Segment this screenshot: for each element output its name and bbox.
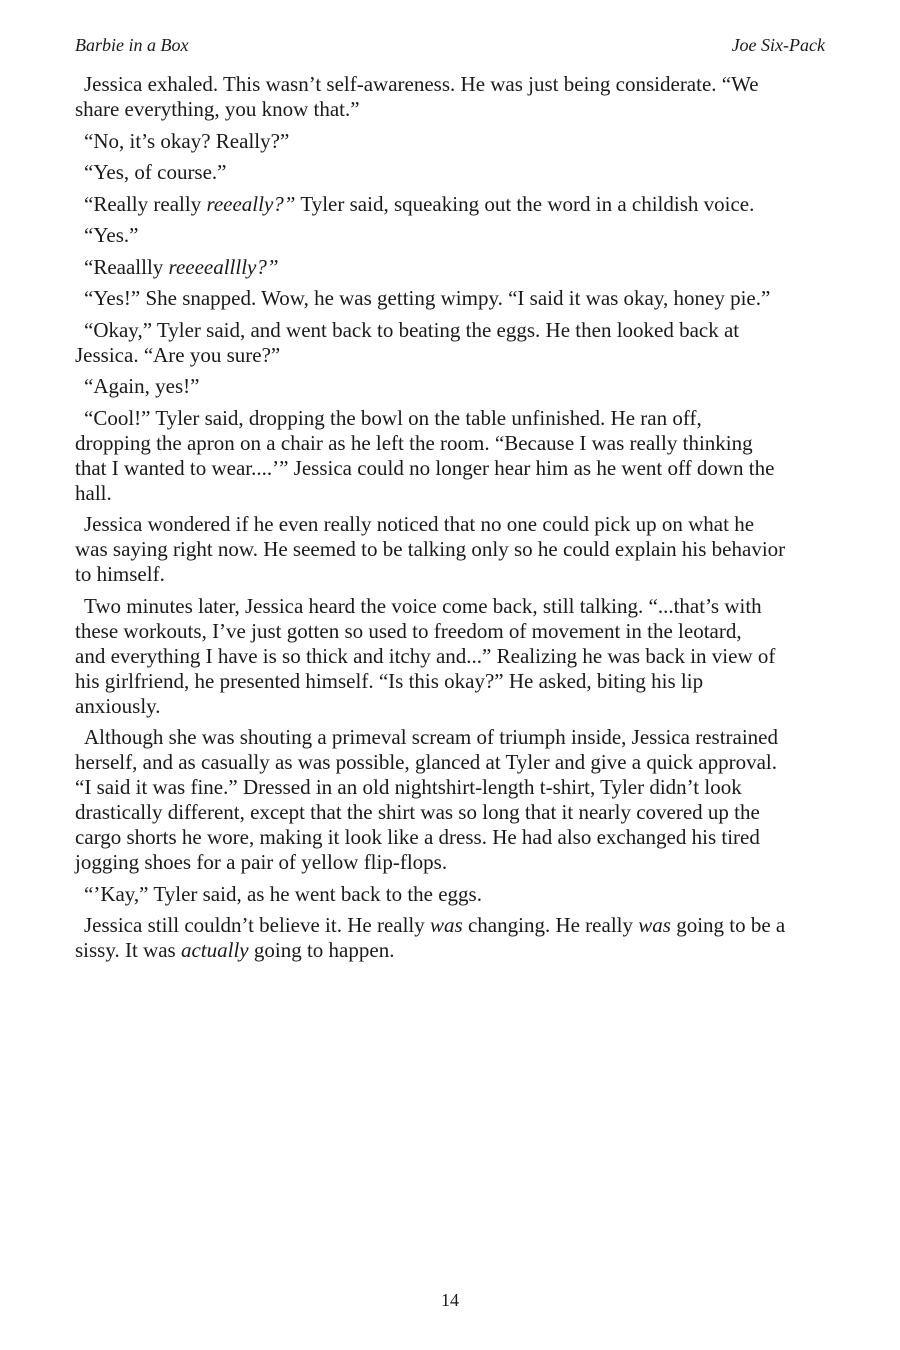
header-book-title: Barbie in a Box xyxy=(75,35,189,55)
text-line xyxy=(75,938,827,963)
text-run: Jessica wondered if he even really noticed that no one could pick up on what he xyxy=(84,512,755,536)
text-line xyxy=(75,669,827,694)
paragraph xyxy=(75,913,827,963)
text-run: Jessica exhaled. This wasn’t self-awareness. He was just being considerate. “We xyxy=(84,72,759,96)
paragraph xyxy=(75,512,827,587)
paragraph xyxy=(75,374,827,399)
text-run: “I said it was fine.” Dressed in an old nightshirt-length t-shirt, Tyler didn’t look xyxy=(75,775,742,799)
text-line xyxy=(75,913,827,938)
text-line xyxy=(75,775,827,800)
italic-text: was xyxy=(638,913,671,937)
text-line xyxy=(75,537,827,562)
text-line xyxy=(75,160,827,185)
paragraph xyxy=(75,160,827,185)
paragraph xyxy=(75,192,827,217)
text-run: “Reaallly xyxy=(84,254,169,279)
paragraph xyxy=(75,594,827,719)
text-run: “Cool!” Tyler said, dropping the bowl on the table unfinished. He ran off, xyxy=(84,405,702,430)
text-run: “Yes!” She snapped. Wow, he was getting wimpy. “I said it was okay, honey pie.” xyxy=(84,286,771,310)
text-run: anxiously. xyxy=(75,693,161,718)
text-line xyxy=(75,512,827,537)
text-run: herself, and as casually as was possible, glanced at Tyler and give a quick approval. xyxy=(75,750,777,774)
text-line xyxy=(75,72,827,97)
text-run: and everything I have is so thick and itchy and...” Realizing he was back in view of xyxy=(75,643,776,668)
text-run: share everything, you know that.” xyxy=(75,97,360,121)
text-run: “Again, yes!” xyxy=(84,374,200,398)
paragraph xyxy=(75,725,827,875)
text-run: Two minutes later, Jessica heard the voice come back, still talking. “...that’s with xyxy=(84,593,762,618)
running-header xyxy=(75,35,825,59)
text-run: dropping the apron on a chair as he left the room. “Because I was really thinking xyxy=(75,430,753,455)
paragraph xyxy=(75,223,827,248)
text-line xyxy=(75,431,827,456)
text-line xyxy=(75,192,827,217)
text-line xyxy=(75,129,827,154)
text-run: jogging shoes for a pair of yellow flip-flops. xyxy=(75,850,448,874)
body-text xyxy=(75,72,827,970)
text-run: “Really really xyxy=(84,191,207,216)
italic-text: reeeally?” xyxy=(206,191,296,216)
text-line xyxy=(75,255,827,280)
text-line xyxy=(75,694,827,719)
page-number: 14 xyxy=(441,1290,459,1310)
paragraph xyxy=(75,129,827,154)
text-line xyxy=(75,343,827,368)
text-line xyxy=(75,850,827,875)
text-run: “’Kay,” Tyler said, as he went back to the eggs. xyxy=(84,881,482,906)
text-line xyxy=(75,456,827,481)
text-run: sissy. It was xyxy=(75,938,181,962)
italic-text: actually xyxy=(180,938,249,962)
paragraph xyxy=(75,318,827,368)
text-run: these workouts, I’ve just gotten so used to freedom of movement in the leotard, xyxy=(75,618,742,643)
italic-text: was xyxy=(430,913,463,937)
text-line xyxy=(75,725,827,750)
text-line xyxy=(75,481,827,506)
paragraph xyxy=(75,406,827,506)
text-run: going to happen. xyxy=(248,938,395,962)
text-run: Jessica still couldn’t believe it. He really xyxy=(84,913,431,937)
text-run: hall. xyxy=(75,480,112,505)
paragraph xyxy=(75,72,827,122)
text-run: Although she was shouting a primeval scream of triumph inside, Jessica restrained xyxy=(84,725,779,749)
text-line xyxy=(75,318,827,343)
paragraph xyxy=(75,286,827,311)
italic-text: reeeealllly?” xyxy=(168,254,279,279)
text-run: going to be a xyxy=(670,913,786,937)
text-line xyxy=(75,619,827,644)
text-run: his girlfriend, he presented himself. “Is this okay?” He asked, biting his lip xyxy=(75,668,704,693)
text-run: changing. He really xyxy=(462,913,639,937)
text-line xyxy=(75,750,827,775)
text-run: drastically different, except that the shirt was so long that it nearly covered up the xyxy=(75,800,760,824)
text-line xyxy=(75,286,827,311)
text-run: “Yes.” xyxy=(84,223,139,247)
text-line xyxy=(75,406,827,431)
text-run: “Okay,” Tyler said, and went back to beating the eggs. He then looked back at xyxy=(84,317,740,342)
text-line xyxy=(75,825,827,850)
text-run: “No, it’s okay? Really?” xyxy=(84,128,290,153)
text-line xyxy=(75,562,827,587)
text-run: was saying right now. He seemed to be talking only so he could explain his behavior xyxy=(75,537,786,561)
text-run: Tyler said, squeaking out the word in a childish voice. xyxy=(295,191,755,216)
text-line xyxy=(75,800,827,825)
text-line xyxy=(75,374,827,399)
text-run: “Yes, of course.” xyxy=(84,160,227,184)
text-line xyxy=(75,644,827,669)
text-line xyxy=(75,882,827,907)
text-run: to himself. xyxy=(75,562,165,586)
text-line xyxy=(75,594,827,619)
text-run: that I wanted to wear....’” Jessica could no longer hear him as he went off down the xyxy=(75,455,775,480)
paragraph xyxy=(75,882,827,907)
text-line xyxy=(75,97,827,122)
text-run: Jessica. “Are you sure?” xyxy=(75,342,281,367)
paragraph xyxy=(75,255,827,280)
header-author: Joe Six-Pack xyxy=(731,35,825,55)
text-line xyxy=(75,223,827,248)
text-run: cargo shorts he wore, making it look like a dress. He had also exchanged his tired xyxy=(75,825,760,849)
